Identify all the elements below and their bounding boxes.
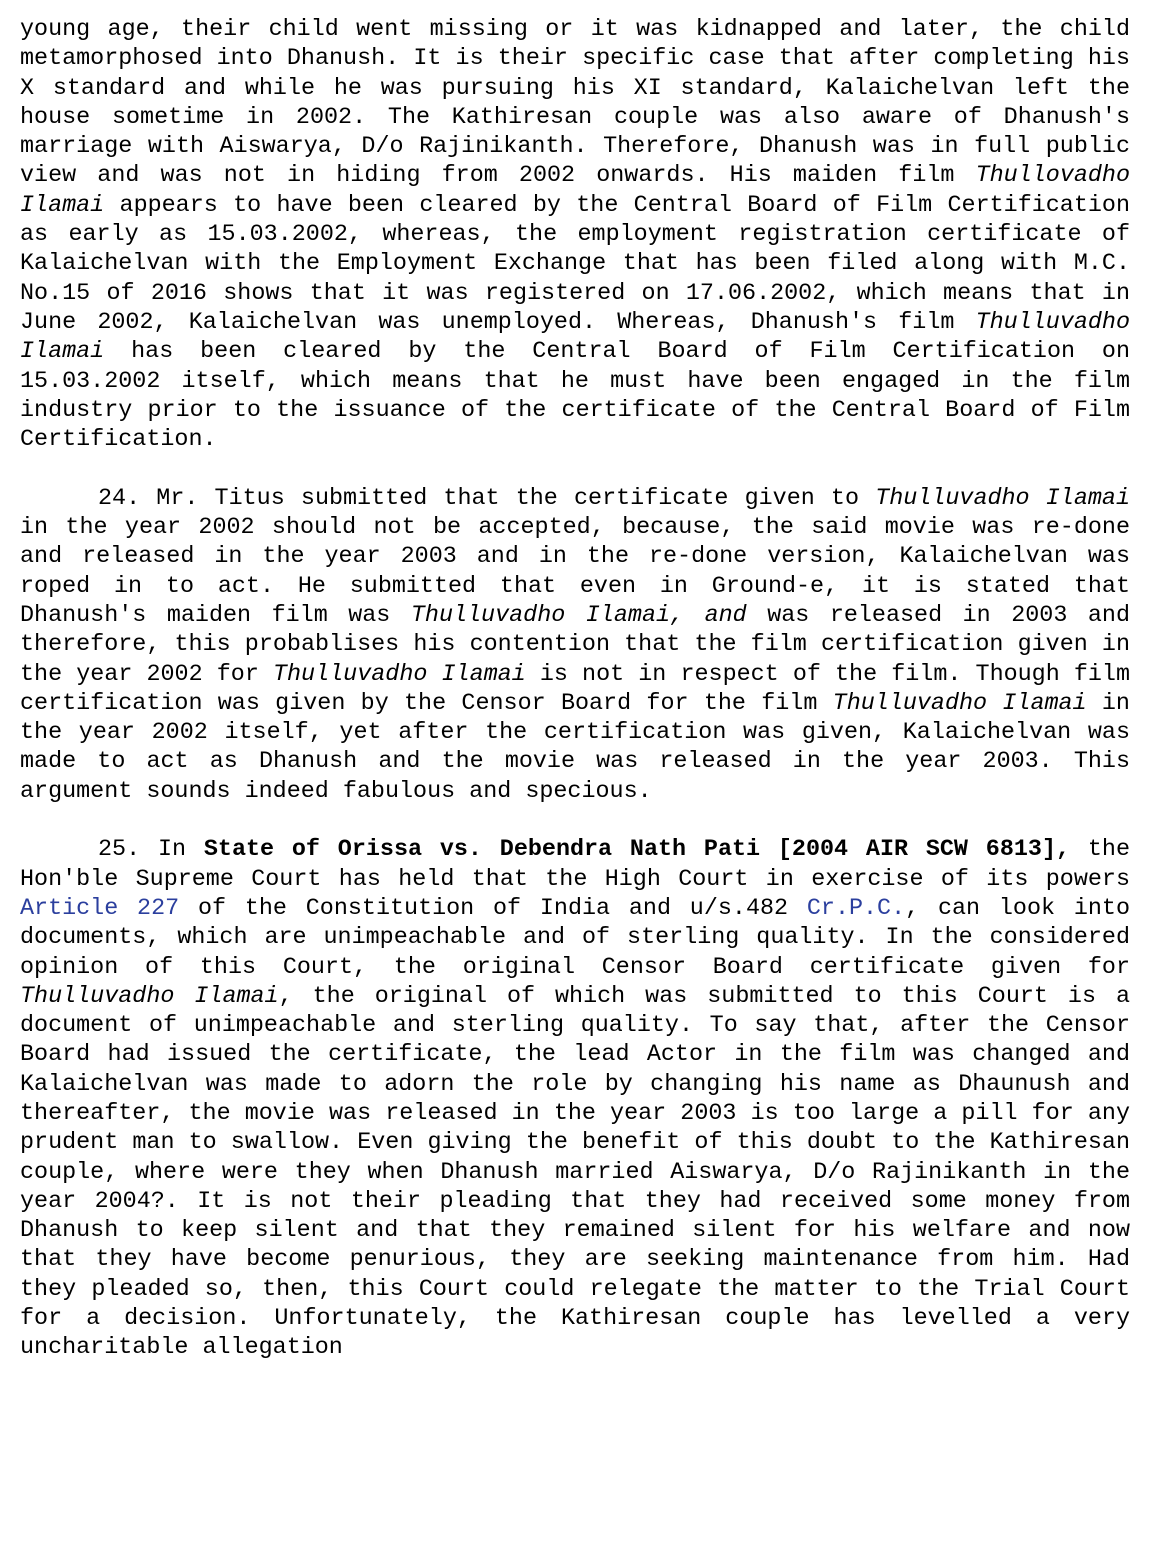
film-title: Thulluvadho Ilamai <box>272 661 526 688</box>
paragraph-text: 25. In <box>98 837 187 864</box>
paragraph-text: has been cleared by the Central Board of Film Certification on 15.03.2002 itself, which means that he must have been engaged in the film industry prior to the issuance of the certificate of the Central Board of Film Certification. <box>20 339 1130 454</box>
document-page <box>20 16 1130 1364</box>
film-title: Thulluvadho Ilamai <box>20 309 1130 366</box>
film-title: Thulluvadho Ilamai <box>875 485 1130 512</box>
paragraph-text: , can look into documents, which are unimpeachable and of sterling quality. In the considered opinion of this Court, the original Censor Board certificate given for <box>20 895 1130 981</box>
film-title: Thullovadho Ilamai <box>20 163 1130 219</box>
paragraph-text: 24. Mr. Titus submitted that the certificate given to <box>98 485 860 512</box>
paragraph-text: is not in respect of the film. Though film certification was given by the Censor Board for the film <box>20 661 1131 717</box>
case-citation: State of Orissa vs. Debendra Nath Pati [2004 AIR SCW 6813], <box>203 837 1071 864</box>
crpc-link[interactable]: Cr.P.C. <box>806 895 906 922</box>
paragraph-text: , the original of which was submitted to this Court is a document of unimpeachable and sterling quality. To say that, after the Censor Board had issued the certificate, the lead Actor in the film was changed and Kalaichelvan was made to adorn the role by changing his name as Dhaunush and thereafter, the movie was released in the year 2003 is too large a pill for any prudent man to swallow. Even giving the benefit of this doubt to the Kathiresan couple, where were they when Dhanush married Aiswarya, D/o Rajinikanth in the year 2004?. It is not their pleading that they had received some money from Dhanush to keep silent and that they remained silent for his welfare and now that they have become penurious, they are seeking maintenance from him. Had they pleaded so, then, this Court could relegate the matter to the Trial Court for a decision. Unfortunately, the Kathiresan couple has levelled a very uncharitable allegation <box>20 983 1130 1362</box>
paragraph-25 <box>20 836 1130 1363</box>
paragraph-text: young age, their child went missing or it was kidnapped and later, the child metamorphosed into Dhanush. It is their specific case that after completing his X standard and while he was pursuing his XI standard, Kalaichelvan left the house sometime in 2002. The Kathiresan couple was also aware of Dhanush's marriage with Aiswarya, D/o Rajinikanth. Therefore, Dhanush was in full public view and was not in hiding from 2002 onwards. His maiden film <box>20 17 1130 190</box>
article-227-link[interactable]: Article 227 <box>20 895 180 922</box>
paragraph-text: appears to have been cleared by the Central Board of Film Certification as early as 15.03.2002, whereas, the employment registration certificate of Kalaichelvan with the Employment Exchange that has been filed along with M.C. No.15 of 2016 shows that it was registered on 17.06.2002, which means that in June 2002, Kalaichelvan was unemployed. Whereas, Dhanush's film <box>20 192 1130 336</box>
film-title: Thulluvadho Ilamai <box>20 983 279 1010</box>
film-title: Thulluvadho Ilamai, and <box>410 602 747 629</box>
film-title: Thulluvadho Ilamai <box>832 690 1087 717</box>
paragraph-continued <box>20 16 1130 455</box>
paragraph-24 <box>20 485 1130 807</box>
paragraph-text: in the year 2002 itself, yet after the certification was given, Kalaichelvan was made to act as Dhanush and the movie was released in the year 2003. This argument sounds indeed fabulous and specious. <box>20 690 1130 805</box>
paragraph-text: of the Constitution of India and u/s.482 <box>197 895 789 922</box>
paragraph-text: in the year 2002 should not be accepted, because, the said movie was re-done and released in the year 2003 and in the re-done version, Kalaichelvan was roped in to act. He submitted that even in Ground-e, it is stated that Dhanush's maiden film was <box>20 515 1130 629</box>
paragraph-text: was released in 2003 and therefore, this probablises his contention that the film certification given in the year 2002 for <box>20 602 1130 688</box>
paragraph-text: the Hon'ble Supreme Court has held that the High Court in exercise of its powers <box>20 837 1130 893</box>
